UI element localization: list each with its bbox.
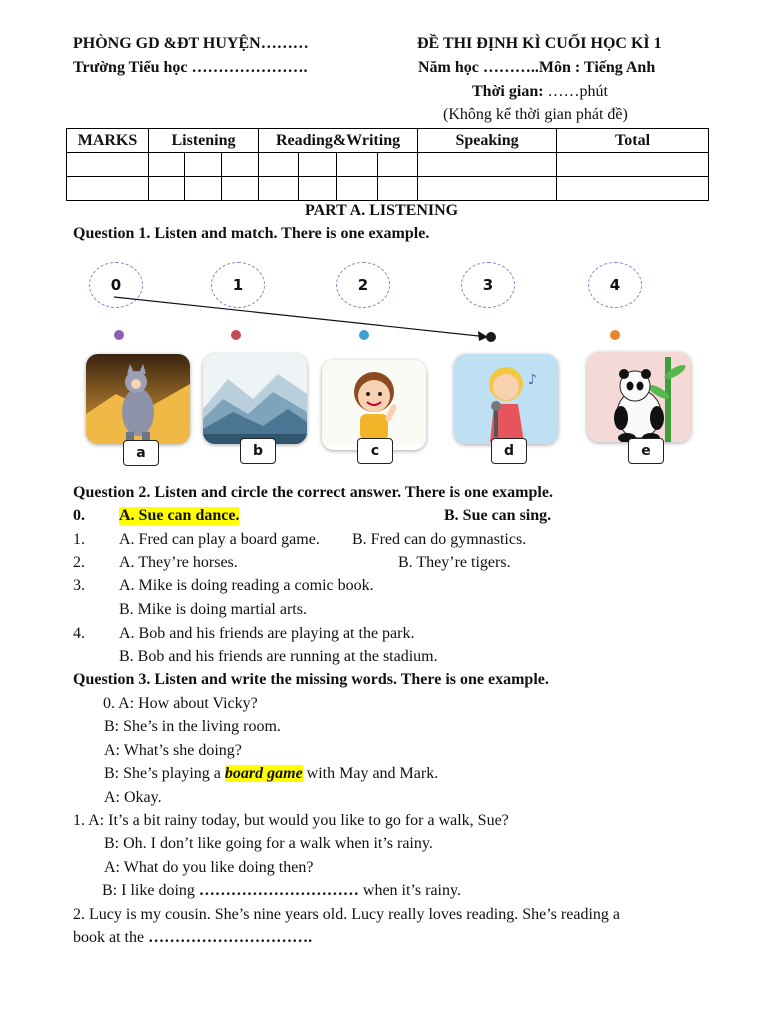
school-year: Năm học ……….. (418, 59, 539, 76)
letter-box-a (123, 440, 159, 466)
q3-item-1-line: A: What do you like doing then? (104, 859, 314, 876)
number-label: 3 (482, 276, 494, 294)
listening-header: Listening (149, 129, 259, 153)
total-header: Total (557, 129, 709, 153)
q3-answer-blank-2[interactable]: …………………………. (148, 929, 313, 946)
q2-option-a[interactable]: A. Mike is doing reading a comic book. (119, 577, 374, 594)
letter-label: b (252, 443, 264, 459)
match-dot-d[interactable] (486, 332, 496, 342)
q3-text: B: I like doing (102, 882, 199, 899)
q2-option-b[interactable]: B. They’re tigers. (398, 554, 511, 571)
time-note: (Không kể thời gian phát đề) (443, 106, 628, 123)
q3-example-answer: board game (224, 765, 303, 782)
reading-writing-header: Reading&Writing (259, 129, 418, 153)
q3-text: with May and Mark. (302, 765, 439, 782)
q2-option-a[interactable]: A. Fred can play a board game. (119, 531, 320, 548)
q2-example-answer-b[interactable]: B. Sue can sing. (444, 507, 552, 524)
subject: Môn : Tiếng Anh (538, 59, 656, 76)
q2-item-number: 1. (73, 531, 85, 548)
q3-answer-blank-1[interactable]: ………………………… (198, 882, 359, 899)
number-label: 4 (609, 276, 621, 294)
question-2-title: Question 2. Listen and circle the correct answer. There is one example. (73, 484, 553, 501)
q2-example-answer-a[interactable]: A. Sue can dance. (119, 507, 240, 524)
q3-example-line: B: She’s in the living room. (104, 718, 281, 735)
letter-box-e (628, 438, 664, 464)
match-dot-a[interactable] (114, 330, 124, 340)
match-dot-e[interactable] (610, 330, 620, 340)
picture-girl-waving (322, 360, 426, 450)
q2-item-number: 0. (73, 507, 85, 524)
letter-label: e (641, 443, 651, 459)
match-dot-b[interactable] (231, 330, 241, 340)
svg-text:♪: ♪ (528, 372, 537, 388)
q2-option-a[interactable]: A. Bob and his friends are playing at the park. (119, 625, 415, 642)
time-label: Thời gian: (472, 83, 544, 100)
question-1-title: Question 1. Listen and match. There is one example. (73, 225, 430, 242)
match-dot-c[interactable] (359, 330, 369, 340)
q2-item-number: 4. (73, 625, 85, 642)
q3-text: B: She’s playing a (104, 765, 225, 782)
letter-label: c (370, 443, 380, 459)
part-a-title: PART A. LISTENING (305, 202, 459, 219)
q3-example-line: A: Okay. (104, 789, 162, 806)
q3-example-line (104, 765, 438, 783)
q2-option-b[interactable]: B. Bob and his friends are running at the stadium. (119, 648, 438, 665)
letter-box-b (240, 438, 276, 464)
q2-option-b[interactable]: B. Fred can do gymnastics. (352, 531, 527, 548)
school-name: Trường Tiểu học …………………. (73, 59, 308, 76)
q3-item-2-line: 2. Lucy is my cousin. She’s nine years old. Lucy really loves reading. She’s reading a (73, 906, 620, 923)
q3-item-1-line: 1. A: It’s a bit rainy today, but would you like to go for a walk, Sue? (73, 812, 509, 829)
q3-example-line: A: What’s she doing? (104, 742, 242, 759)
department-name: PHÒNG GD &ĐT HUYỆN……… (73, 35, 309, 52)
speaking-header: Speaking (418, 129, 557, 153)
q3-item-1-line: B: Oh. I don’t like going for a walk when it’s rainy. (104, 835, 433, 852)
time-value: ……phút (543, 83, 608, 100)
number-label: 0 (110, 276, 122, 294)
q2-option-b[interactable]: B. Mike is doing martial arts. (119, 601, 307, 618)
number-label: 1 (232, 276, 244, 294)
q3-text: book at the (73, 929, 149, 946)
exam-title: ĐỀ THI ĐỊNH KÌ CUỐI HỌC KÌ 1 (417, 35, 662, 52)
letter-label: d (503, 443, 515, 459)
q3-example-line: 0. A: How about Vicky? (103, 695, 258, 712)
picture-panda (587, 352, 691, 442)
picture-wolf-costume (86, 354, 190, 444)
picture-girl-singing (454, 354, 558, 444)
number-label: 2 (357, 276, 369, 294)
q3-text: when it’s rainy. (358, 882, 461, 899)
q2-item-number: 2. (73, 554, 85, 571)
letter-box-c (357, 438, 393, 464)
letter-label: a (136, 445, 146, 461)
q3-item-1-line (102, 882, 461, 900)
marks-header: MARKS (67, 129, 149, 153)
q3-item-2-line (73, 929, 312, 947)
question-3-title: Question 3. Listen and write the missing words. There is one example. (73, 671, 549, 688)
example-match-line (0, 0, 768, 400)
picture-mountains (203, 354, 307, 444)
letter-box-d (491, 438, 527, 464)
q2-option-a[interactable]: A. They’re horses. (119, 554, 238, 571)
q2-item-number: 3. (73, 577, 85, 594)
